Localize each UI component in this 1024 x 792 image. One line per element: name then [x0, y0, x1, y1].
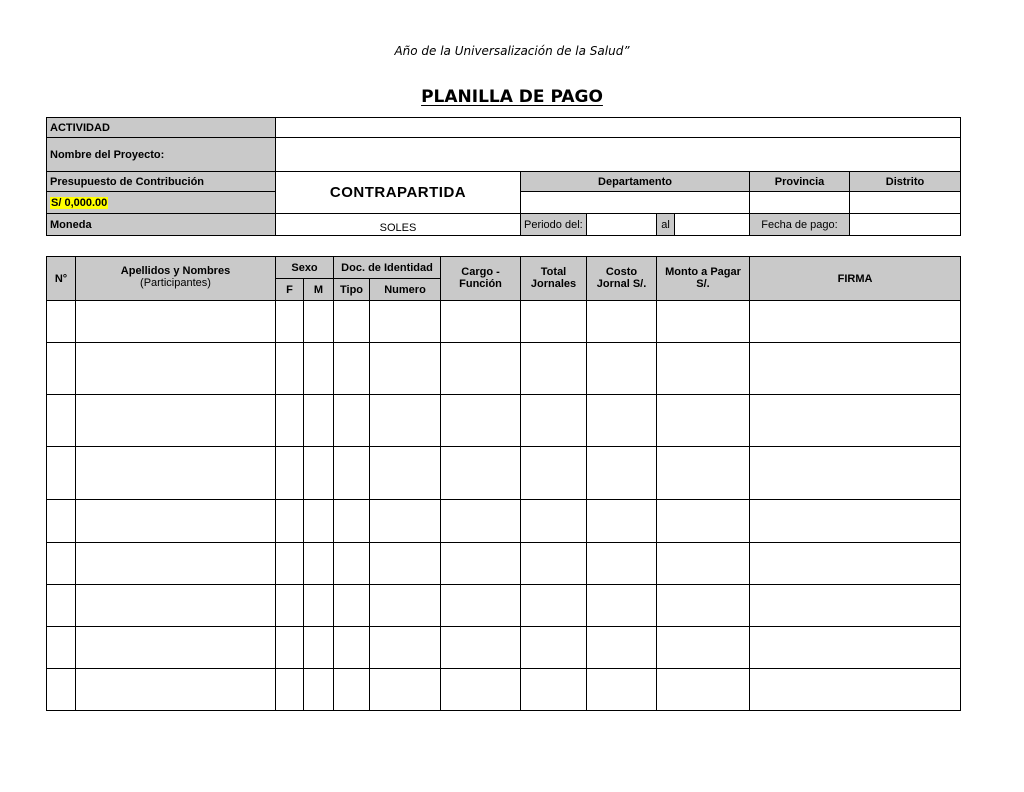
fecha-pago-field[interactable] [850, 214, 961, 236]
col-doc-tipo: Tipo [334, 279, 370, 301]
departamento-label: Departamento [521, 172, 750, 192]
cell[interactable] [47, 669, 76, 711]
cell[interactable] [657, 627, 750, 669]
cell[interactable] [304, 543, 334, 585]
cell[interactable] [521, 669, 587, 711]
cell[interactable] [276, 627, 304, 669]
cell[interactable] [76, 343, 276, 395]
cell[interactable] [750, 395, 961, 447]
cell[interactable] [47, 500, 76, 543]
cell[interactable] [304, 585, 334, 627]
cell[interactable] [47, 543, 76, 585]
cell[interactable] [276, 585, 304, 627]
cell[interactable] [657, 669, 750, 711]
cell[interactable] [276, 500, 304, 543]
cell[interactable] [304, 500, 334, 543]
cell[interactable] [76, 301, 276, 343]
cell[interactable] [657, 395, 750, 447]
cell[interactable] [587, 395, 657, 447]
cell[interactable] [47, 301, 76, 343]
cell[interactable] [304, 627, 334, 669]
cell[interactable] [47, 395, 76, 447]
table-row [47, 669, 961, 711]
cell[interactable] [76, 395, 276, 447]
col-monto-pagar [657, 257, 750, 301]
cell[interactable] [587, 585, 657, 627]
table-row [47, 447, 961, 500]
cell[interactable] [334, 669, 370, 711]
cell[interactable] [276, 447, 304, 500]
col-costo-jornal [587, 257, 657, 301]
cell[interactable] [370, 343, 441, 395]
cell[interactable] [521, 447, 587, 500]
proyecto-label: Nombre del Proyecto: [47, 138, 276, 172]
project-info-table [46, 117, 961, 236]
cell[interactable] [370, 395, 441, 447]
cell[interactable] [657, 500, 750, 543]
actividad-field[interactable] [276, 118, 961, 138]
cell[interactable] [587, 343, 657, 395]
col-apellidos-label: Apellidos y Nombres [120, 265, 231, 277]
cell[interactable] [76, 627, 276, 669]
cell[interactable] [587, 447, 657, 500]
cell[interactable] [76, 585, 276, 627]
actividad-label: ACTIVIDAD [47, 118, 276, 138]
cell[interactable] [334, 543, 370, 585]
cell[interactable] [334, 343, 370, 395]
cell[interactable] [334, 301, 370, 343]
cell[interactable] [370, 669, 441, 711]
periodo-label: Periodo del: [521, 214, 587, 236]
cell[interactable] [521, 343, 587, 395]
col-monto-line1: Monto a Pagar [665, 266, 741, 278]
provincia-label: Provincia [750, 172, 850, 192]
cell[interactable] [276, 543, 304, 585]
cell[interactable] [657, 543, 750, 585]
cell[interactable] [370, 447, 441, 500]
table-row [47, 585, 961, 627]
cell[interactable] [304, 343, 334, 395]
cell[interactable] [657, 585, 750, 627]
cell[interactable] [47, 585, 76, 627]
distrito-label: Distrito [850, 172, 961, 192]
cell[interactable] [76, 500, 276, 543]
table-row [47, 500, 961, 543]
cell[interactable] [750, 447, 961, 500]
cell[interactable] [750, 627, 961, 669]
cell[interactable] [304, 447, 334, 500]
fecha-pago-label: Fecha de pago: [750, 214, 850, 236]
cell[interactable] [587, 627, 657, 669]
cell[interactable] [276, 669, 304, 711]
col-sexo-m: M [304, 279, 334, 301]
col-sexo: Sexo [276, 257, 334, 279]
page-title: PLANILLA DE PAGO [421, 87, 603, 107]
cell[interactable] [334, 500, 370, 543]
cell[interactable] [370, 301, 441, 343]
cell[interactable] [304, 395, 334, 447]
cell[interactable] [750, 301, 961, 343]
moneda-value: SOLES [276, 214, 521, 236]
cell[interactable] [276, 343, 304, 395]
cell[interactable] [276, 301, 304, 343]
cell[interactable] [334, 627, 370, 669]
cell[interactable] [587, 500, 657, 543]
col-cargo-line2: Función [459, 278, 502, 290]
col-total-line1: Total [540, 266, 567, 278]
periodo-desde-field[interactable] [587, 214, 657, 236]
col-cargo [441, 257, 521, 301]
cell[interactable] [276, 395, 304, 447]
cell[interactable] [441, 543, 521, 585]
cell[interactable] [657, 343, 750, 395]
cell[interactable] [370, 500, 441, 543]
col-total-jornales [521, 257, 587, 301]
cell[interactable] [334, 395, 370, 447]
cell[interactable] [441, 500, 521, 543]
table-row [47, 627, 961, 669]
cell[interactable] [521, 543, 587, 585]
cell[interactable] [441, 447, 521, 500]
col-participantes-label: (Participantes) [140, 277, 211, 289]
cell[interactable] [521, 627, 587, 669]
cell[interactable] [750, 543, 961, 585]
table-row [47, 301, 961, 343]
cell[interactable] [334, 585, 370, 627]
cell[interactable] [441, 669, 521, 711]
col-cargo-line1: Cargo - [461, 266, 500, 278]
proyecto-field[interactable] [276, 138, 961, 172]
cell[interactable] [587, 543, 657, 585]
cell[interactable] [587, 669, 657, 711]
cell[interactable] [441, 585, 521, 627]
payroll-rows [47, 301, 961, 711]
periodo-hasta-field[interactable] [675, 214, 750, 236]
col-total-line2: Jornales [530, 278, 577, 290]
cell[interactable] [521, 500, 587, 543]
col-monto-line2: S/. [696, 278, 710, 290]
col-doc-identidad: Doc. de Identidad [334, 257, 441, 279]
cell[interactable] [657, 301, 750, 343]
cell[interactable] [370, 585, 441, 627]
cell[interactable] [750, 585, 961, 627]
moneda-label: Moneda [47, 214, 276, 236]
cell[interactable] [441, 343, 521, 395]
distrito-field[interactable] [850, 192, 961, 214]
cell[interactable] [47, 343, 76, 395]
cell[interactable] [370, 627, 441, 669]
cell[interactable] [441, 301, 521, 343]
presupuesto-label: Presupuesto de Contribución [47, 172, 276, 192]
col-costo-line1: Costo [605, 266, 638, 278]
cell[interactable] [750, 669, 961, 711]
cell[interactable] [304, 301, 334, 343]
cell[interactable] [657, 447, 750, 500]
cell[interactable] [76, 543, 276, 585]
cell[interactable] [750, 500, 961, 543]
cell[interactable] [334, 447, 370, 500]
payroll-table [46, 256, 961, 711]
cell[interactable] [304, 669, 334, 711]
contrapartida-text: CONTRAPARTIDA [329, 184, 467, 201]
cell[interactable] [76, 669, 276, 711]
cell[interactable] [521, 585, 587, 627]
provincia-field[interactable] [750, 192, 850, 214]
cell[interactable] [47, 447, 76, 500]
col-apellidos [76, 257, 276, 301]
table-row [47, 543, 961, 585]
col-costo-line2: Jornal S/. [596, 278, 647, 290]
departamento-field[interactable] [521, 192, 750, 214]
cell[interactable] [521, 301, 587, 343]
year-motto: Año de la Universalización de la Salud” [394, 44, 630, 58]
cell[interactable] [370, 543, 441, 585]
col-firma: FIRMA [750, 257, 961, 301]
table-row [47, 343, 961, 395]
al-label: al [657, 214, 675, 236]
contrapartida-cell [276, 172, 521, 214]
cell[interactable] [587, 301, 657, 343]
cell[interactable] [750, 343, 961, 395]
col-sexo-f: F [276, 279, 304, 301]
presupuesto-value-cell [47, 192, 276, 214]
col-doc-numero: Numero [370, 279, 441, 301]
cell[interactable] [47, 627, 76, 669]
table-row [47, 395, 961, 447]
col-numero: N° [47, 257, 76, 301]
cell[interactable] [521, 395, 587, 447]
cell[interactable] [76, 447, 276, 500]
cell[interactable] [441, 395, 521, 447]
presupuesto-value: S/ 0,000.00 [51, 196, 108, 209]
cell[interactable] [441, 627, 521, 669]
